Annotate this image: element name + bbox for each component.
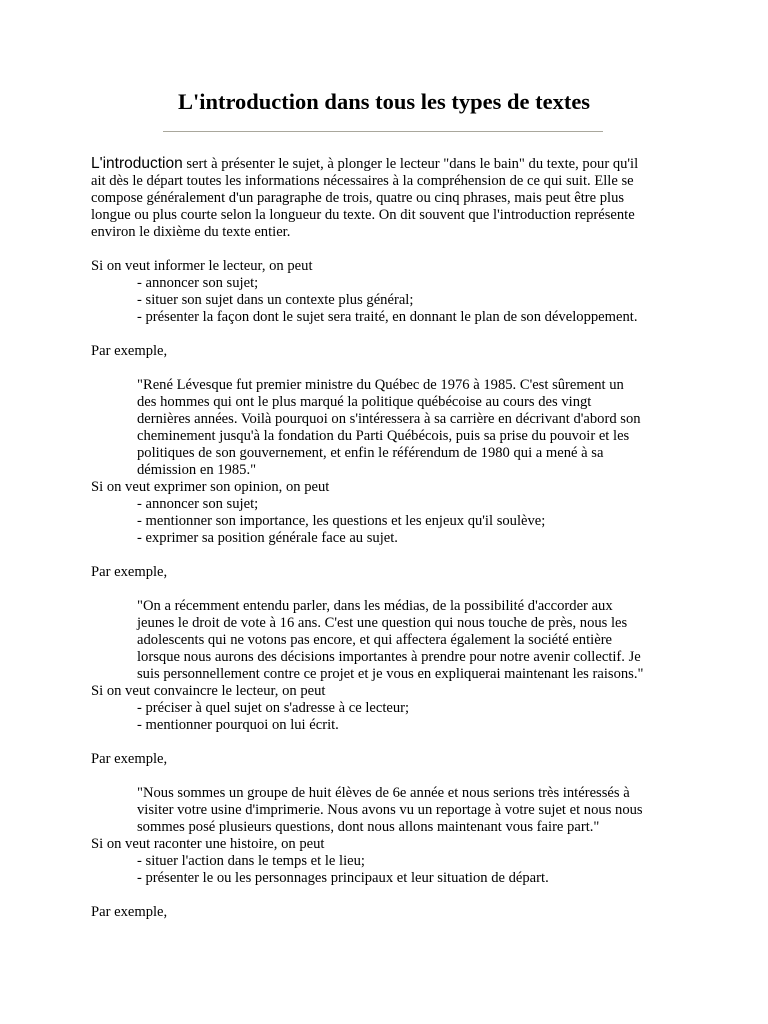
quote-line: adolescents qui ne votons pas encore, et qui affectera également la société entière — [137, 632, 613, 648]
example-quote — [91, 598, 691, 683]
section-informer — [91, 258, 691, 479]
intro-line: compose généralement d'un paragraphe de trois, quatre ou cinq phrases, mais peut être plus — [91, 190, 625, 206]
example-quote — [91, 377, 691, 479]
bullet-item: - annoncer son sujet; — [137, 496, 259, 512]
quote-line: lorsque nous aurons des décisions importantes à prendre pour notre avenir collectif. Je — [137, 649, 641, 665]
quote-line: dernières années. Voilà pourquoi on s'intéressera à sa carrière en décrivant d'abord son — [137, 411, 641, 427]
section-heading: Si on veut convaincre le lecteur, on peut — [91, 683, 326, 699]
section-raconter — [91, 836, 691, 921]
intro-lead-word: L'introduction — [91, 155, 183, 172]
document-body — [91, 155, 691, 921]
example-label: Par exemple, — [91, 904, 168, 920]
section-convaincre — [91, 683, 691, 836]
quote-line: démission en 1985." — [137, 462, 257, 478]
quote-line: "René Lévesque fut premier ministre du Québec de 1976 à 1985. C'est sûrement un — [137, 377, 624, 393]
spacer — [91, 326, 691, 343]
section-heading: Si on veut informer le lecteur, on peut — [91, 258, 313, 274]
bullet-item: - exprimer sa position générale face au sujet. — [137, 530, 398, 546]
example-label: Par exemple, — [91, 343, 168, 359]
quote-line: "On a récemment entendu parler, dans les médias, de la possibilité d'accorder aux — [137, 598, 613, 614]
bullet-item: - annoncer son sujet; — [137, 275, 259, 291]
example-label: Par exemple, — [91, 564, 168, 580]
bullet-item: - mentionner pourquoi on lui écrit. — [137, 717, 339, 733]
section-opinion — [91, 479, 691, 683]
example-quote — [91, 785, 691, 836]
quote-line: jeunes le droit de vote à 16 ans. C'est une question qui nous touche de près, nous les — [137, 615, 628, 631]
bullet-item: - présenter la façon dont le sujet sera traité, en donnant le plan de son développement. — [137, 309, 638, 325]
bullet-item: - mentionner son importance, les questions et les enjeux qu'il soulève; — [137, 513, 546, 529]
intro-line: longue ou plus courte selon la longueur du texte. On dit souvent que l'introduction représente — [91, 207, 635, 223]
spacer — [91, 887, 691, 904]
intro-line-text: sert à présenter le sujet, à plonger le lecteur "dans le bain" du texte, pour qu'il — [182, 156, 639, 172]
quote-line: visiter votre usine d'imprimerie. Nous avons vu un reportage à votre sujet et nous nous — [137, 802, 643, 818]
bullet-item: - situer l'action dans le temps et le lieu; — [137, 853, 365, 869]
page-title: L'introduction dans tous les types de textes — [177, 89, 591, 114]
bullet-item: - situer son sujet dans un contexte plus général; — [137, 292, 414, 308]
intro-line — [91, 155, 691, 173]
spacer — [91, 360, 691, 377]
quote-line: cheminement jusqu'à la fondation du Parti Québécois, puis sa prise du pouvoir et les — [137, 428, 630, 444]
bullet-item: - présenter le ou les personnages principaux et leur situation de départ. — [137, 870, 549, 886]
quote-line: suis personnellement contre ce projet et je vous en expliquerai maintenant les raisons." — [137, 666, 644, 682]
quote-line: "Nous sommes un groupe de huit élèves de 6e année et nous serions très intéressés à — [137, 785, 630, 801]
spacer — [91, 768, 691, 785]
quote-line: politiques de son gouvernement, et enfin le référendum de 1980 qui a mené à sa — [137, 445, 604, 461]
title-divider — [163, 131, 603, 132]
section-heading: Si on veut exprimer son opinion, on peut — [91, 479, 330, 495]
intro-paragraph — [91, 155, 691, 241]
intro-line: ait dès le départ toutes les informations nécessaires à la compréhension de ce qui suit. Elle se — [91, 173, 634, 189]
spacer — [91, 734, 691, 751]
section-heading: Si on veut raconter une histoire, on peut — [91, 836, 325, 852]
example-label: Par exemple, — [91, 751, 168, 767]
bullet-item: - préciser à quel sujet on s'adresse à ce lecteur; — [137, 700, 410, 716]
intro-line: environ le dixième du texte entier. — [91, 224, 291, 240]
spacer — [91, 241, 691, 258]
quote-line: des hommes qui ont le plus marqué la politique québécoise au cours des vingt — [137, 394, 592, 410]
quote-line: sommes posé plusieurs questions, dont nous allons maintenant vous faire part." — [137, 819, 600, 835]
spacer — [91, 581, 691, 598]
spacer — [91, 547, 691, 564]
